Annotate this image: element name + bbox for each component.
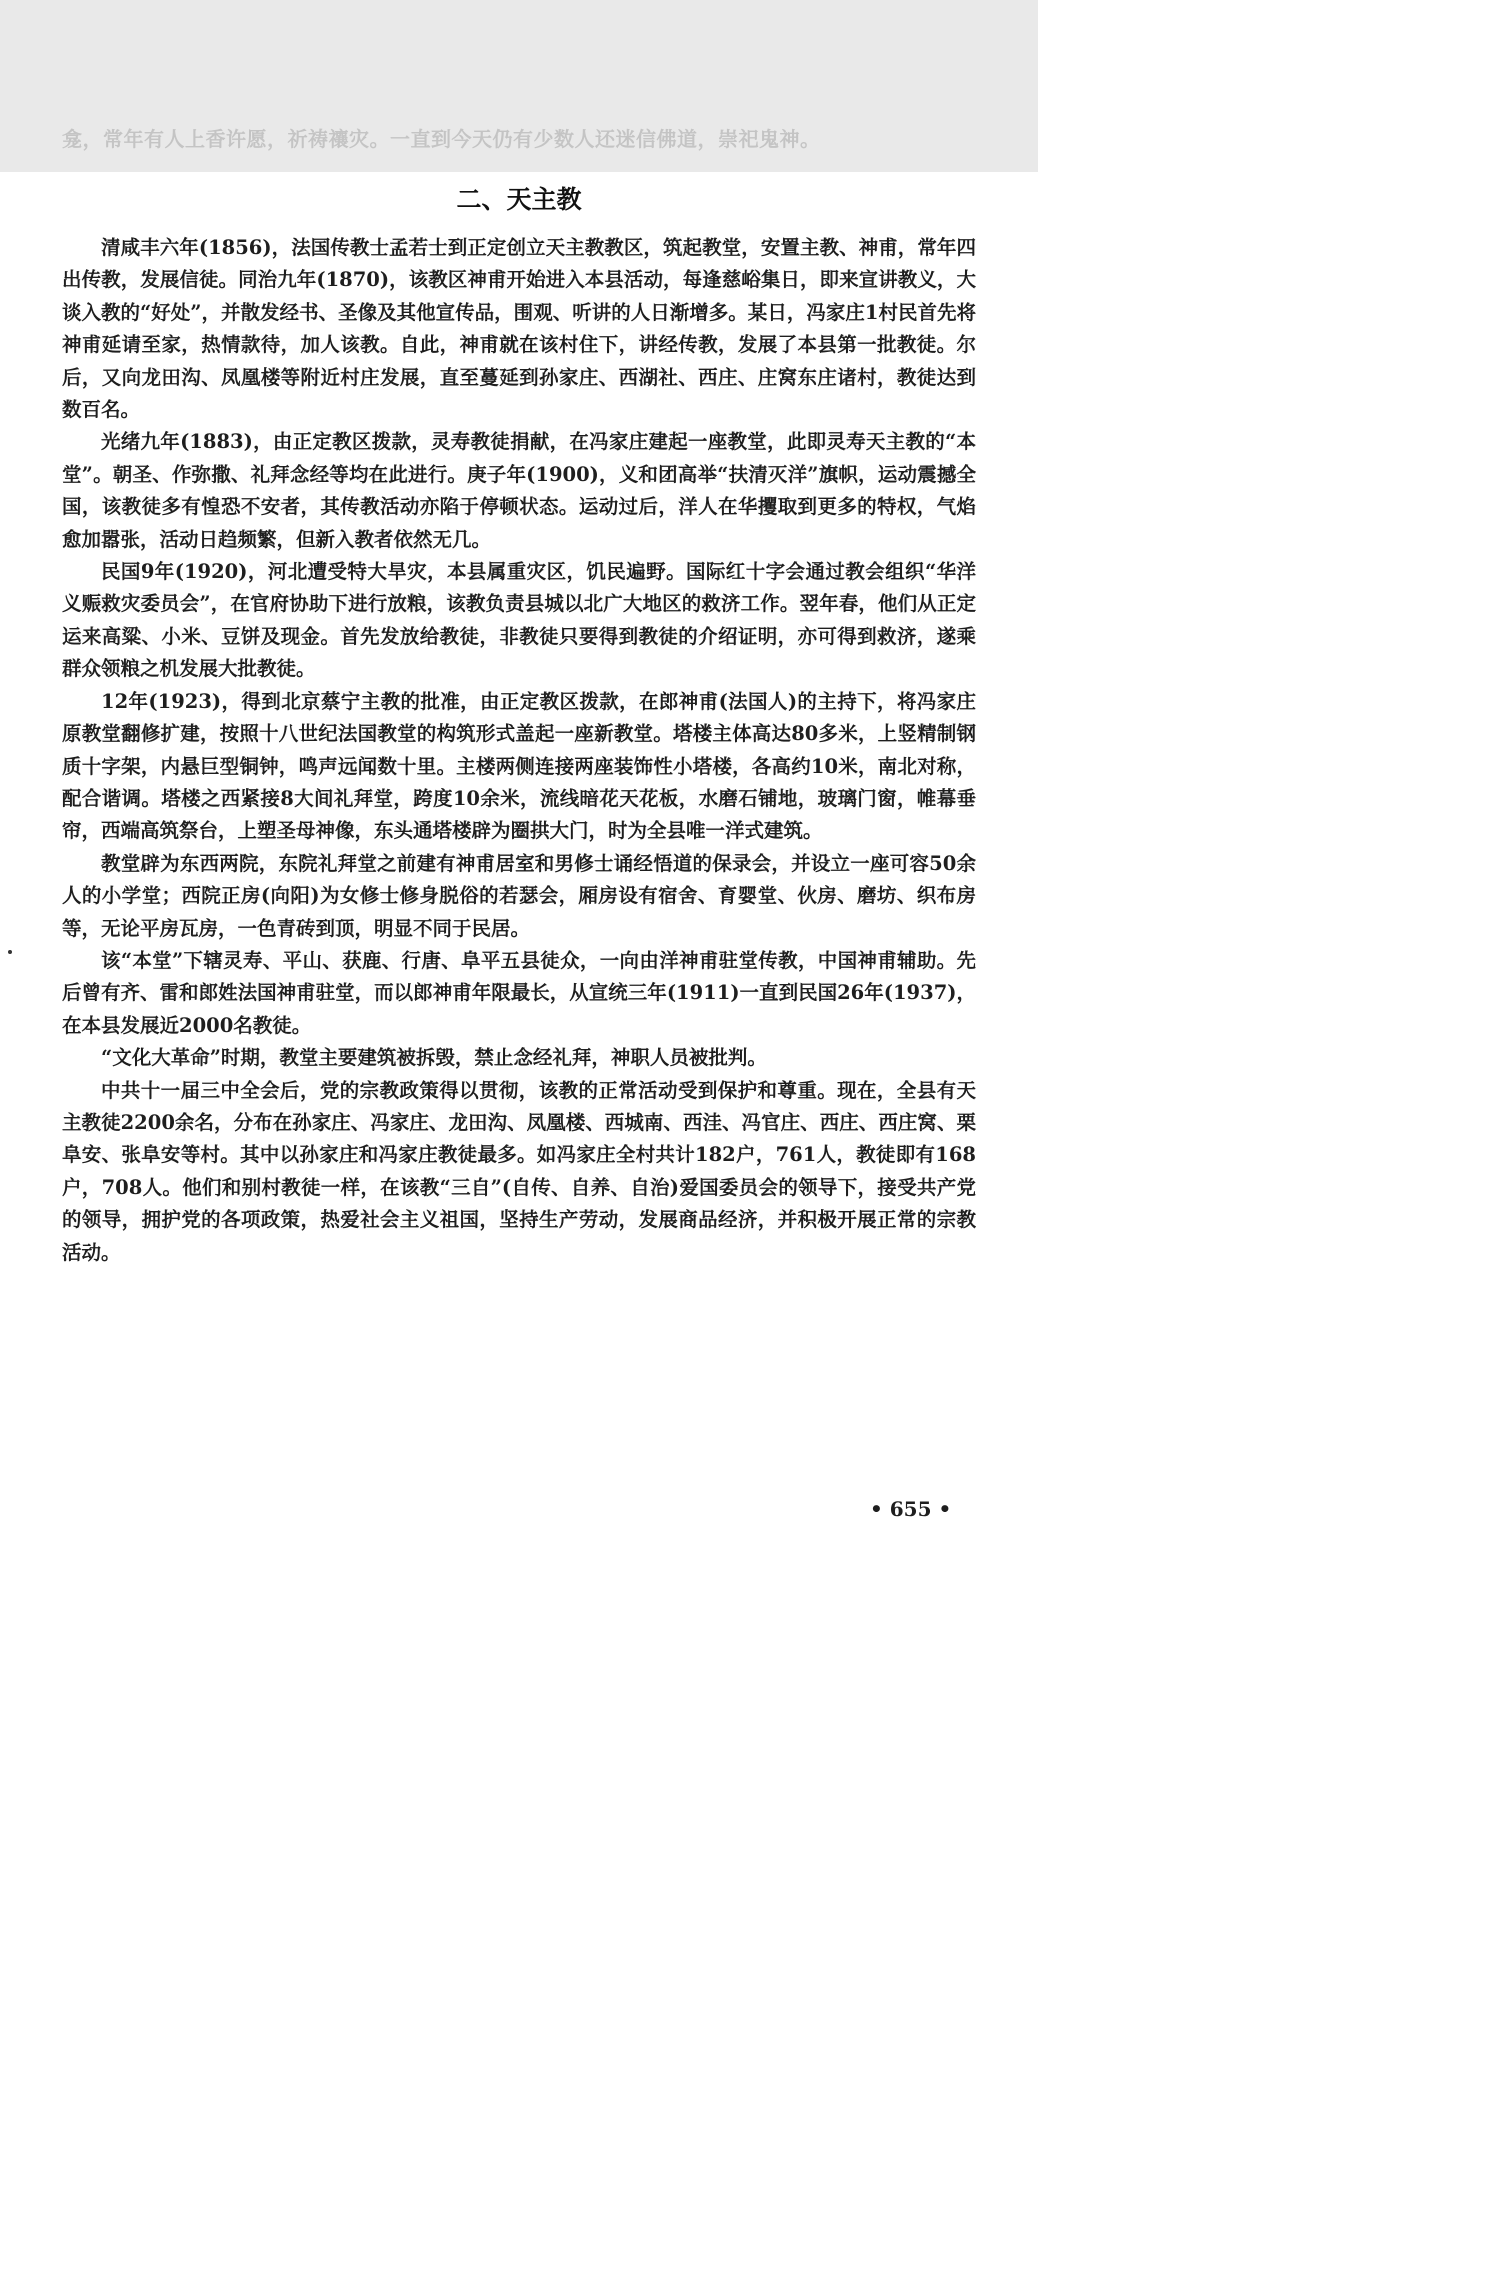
paragraph: 光绪九年(1883)，由正定教区拨款，灵寿教徒捐献，在冯家庄建起一座教堂，此即灵寿天主教的“本堂”。朝圣、作弥撒、礼拜念经等均在此进行。庚子年(1900)，义和团高举“扶清灭洋”旗帜，运动震撼全国，该教徒多有惶恐不安者，其传教活动亦陷于停顿状态。运动过后，洋人在华攫取到更多的特权，气焰愈加嚣张，活动日趋频繁，但新入教者依然无几。 (62, 430, 976, 551)
paragraph: 该“本堂”下辖灵寿、平山、获鹿、行唐、阜平五县徒众，一向由洋神甫驻堂传教，中国神甫辅助。先后曾有齐、雷和郎姓法国神甫驻堂，而以郎神甫年限最长，从宣统三年(1911)一直到民国26年(1937)，在本县发展近2000名教徒。 (62, 948, 976, 1037)
paragraph: 民国9年(1920)，河北遭受特大旱灾，本县属重灾区，饥民遍野。国际红十字会通过教会组织“华洋义赈救灾委员会”，在官府协助下进行放粮，该教负责县城以北广大地区的救济工作。翌年春，他们从正定运来高粱、小米、豆饼及现金。首先发放给教徒，非教徒只要得到教徒的介绍证明，亦可得到救济，遂乘群众领粮之机发展大批教徒。 (62, 560, 976, 681)
paragraph: 清咸丰六年(1856)，法国传教士孟若士到正定创立天主教教区，筑起教堂，安置主教、神甫，常年四出传教，发展信徒。同治九年(1870)，该教区神甫开始进入本县活动，每逢慈峪集日，即来宣讲教义，大谈入教的“好处”，并散发经书、圣像及其他宣传品，围观、听讲的人日渐增多。某日，冯家庄1村民首先将神甫延请至家，热情款待，加人该教。自此，神甫就在该村住下，讲经传教，发展了本县第一批教徒。尔后，又向龙田沟、凤凰楼等附近村庄发展，直至蔓延到孙家庄、西湖社、西庄、庄窝东庄诸村，教徒达到数百名。 (62, 236, 976, 422)
carryover-text-line: 龛，常年有人上香许愿，祈祷禳灾。一直到今天仍有少数人还迷信佛道，崇祀鬼神。 (62, 127, 821, 151)
print-speck (8, 950, 12, 954)
paragraph: 12年(1923)，得到北京蔡宁主教的批准，由正定教区拨款，在郎神甫(法国人)的主持下，将冯家庄原教堂翻修扩建，按照十八世纪法国教堂的构筑形式盖起一座新教堂。塔楼主体高达80多米，上竖精制钢质十字架，内悬巨型铜钟，鸣声远闻数十里。主楼两侧连接两座装饰性小塔楼，各高约10米，南北对称，配合谐调。塔楼之西紧接8大间礼拜堂，跨度10余米，流线暗花天花板，水磨石铺地，玻璃门窗，帷幕垂帘，西端高筑祭台，上塑圣母神像，东头通塔楼辟为圈拱大门，时为全县唯一洋式建筑。 (62, 689, 976, 843)
paragraph: “文化大革命”时期，教堂主要建筑被拆毁，禁止念经礼拜，神职人员被批判。 (101, 1046, 767, 1070)
section-title: 二、天主教 (456, 185, 582, 214)
page-number: • 655 • (870, 1497, 952, 1521)
body-text (62, 232, 976, 1269)
paragraph: 中共十一届三中全会后，党的宗教政策得以贯彻，该教的正常活动受到保护和尊重。现在，全县有天主教徒2200余名，分布在孙家庄、冯家庄、龙田沟、凤凰楼、西城南、西洼、冯官庄、西庄、西庄窝、栗阜安、张阜安等村。其中以孙家庄和冯家庄教徒最多。如冯家庄全村共计182户，761人，教徒即有168户，708人。他们和别村教徒一样，在该教“三自”(自传、自养、自治)爱国委员会的领导下，接受共产党的领导，拥护党的各项政策，热爱社会主义祖国，坚持生产劳动，发展商品经济，并积极开展正常的宗教活动。 (62, 1078, 976, 1264)
paragraph: 教堂辟为东西两院，东院礼拜堂之前建有神甫居室和男修士诵经悟道的保录会，并设立一座可容50余人的小学堂；西院正房(向阳)为女修士修身脱俗的若瑟会，厢房设有宿舍、育婴堂、伙房、磨坊、织布房等，无论平房瓦房，一色青砖到顶，明显不同于民居。 (62, 851, 976, 940)
